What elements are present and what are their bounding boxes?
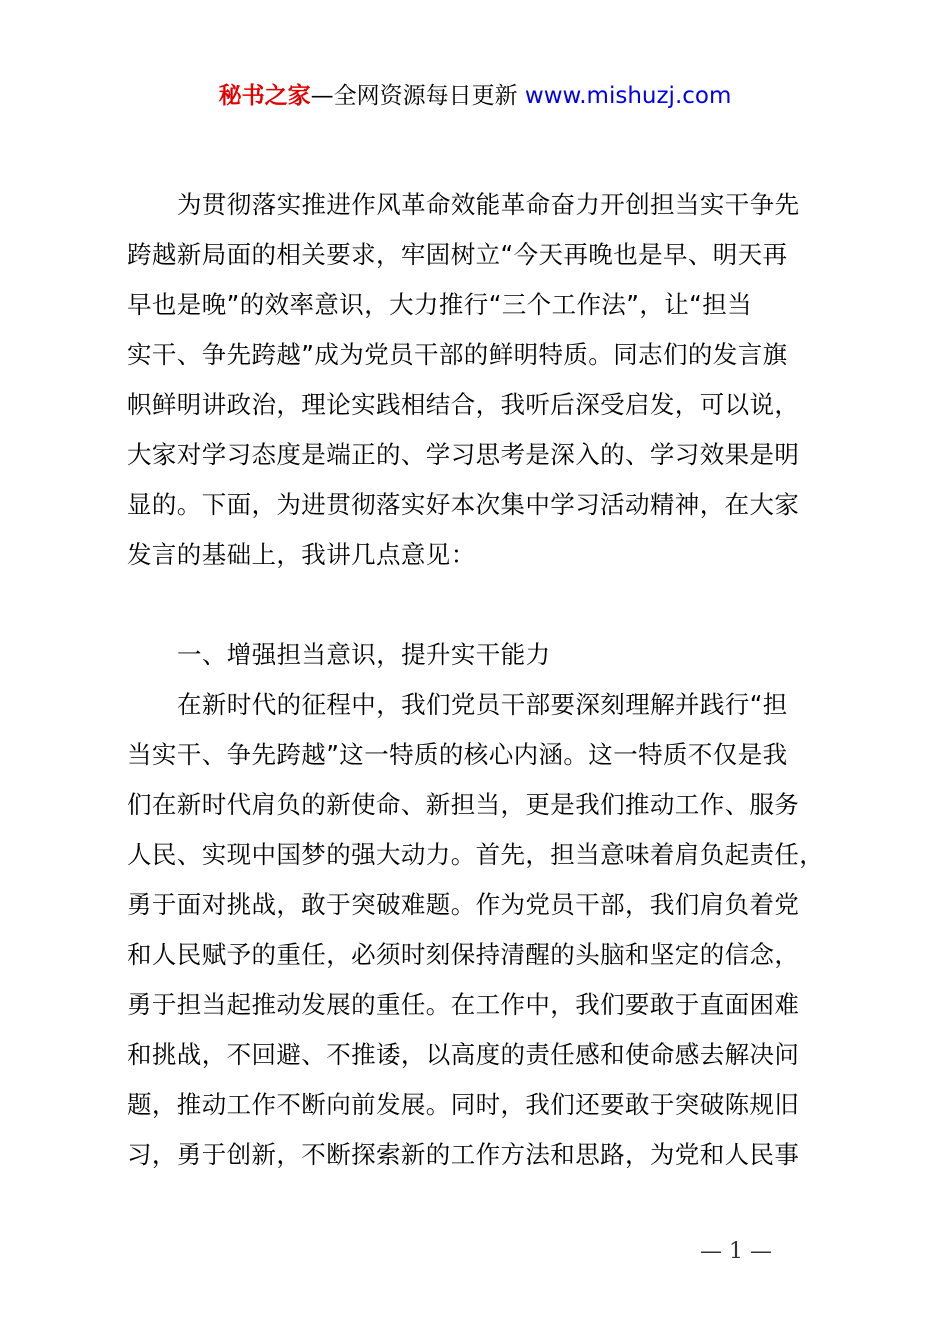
text-line: 显的。下面，为进贯彻落实好本次集中学习活动精神，在大家 [127,490,800,519]
paragraph-intro [127,180,832,580]
text-line: 习，勇于创新，不断探索新的工作方法和思路，为党和人民事 [127,1140,800,1169]
text-line: 发言的基础上，我讲几点意见： [127,540,476,569]
text-line: 题，推动工作不断向前发展。同时，我们还要敢于突破陈规旧 [127,1090,800,1119]
text-line: 当实干、争先跨越”这一特质的核心内涵。这一特质不仅是我 [127,740,788,769]
text-line: 早也是晚”的效率意识，大力推行“三个工作法”，让“担当 [127,290,753,319]
text-line: 和人民赋予的重任，必须时刻保持清醒的头脑和坚定的信念， [127,940,800,969]
text-line: 勇于担当起推动发展的重任。在工作中，我们要敢于直面困难 [127,990,800,1019]
text-line: 实干、争先跨越”成为党员干部的鲜明特质。同志们的发言旗 [127,340,788,369]
site-tagline: —全网资源每日更新 [310,83,525,109]
text-line: 跨越新局面的相关要求，牢固树立“今天再晚也是早、明天再 [127,240,788,269]
paragraph-section-one [127,680,832,1180]
page-number: — 1 — [700,1239,772,1264]
text-line: 帜鲜明讲政治，理论实践相结合，我听后深受启发，可以说， [127,390,800,419]
site-brand: 秘书之家 [218,83,311,109]
text-line: 勇于面对挑战，敢于突破难题。作为党员干部，我们肩负着党 [127,890,800,919]
text-line: 们在新时代肩负的新使命、新担当，更是我们推动工作、服务 [127,790,800,819]
text-line: 人民、实现中国梦的强大动力。首先，担当意味着肩负起责任， [127,840,825,869]
text-line: 大家对学习态度是端正的、学习思考是深入的、学习效果是明 [127,440,800,469]
site-header [0,78,950,114]
text-line: 在新时代的征程中，我们党员干部要深刻理解并践行“担 [177,690,788,719]
section-heading: 一、增强担当意识，提升实干能力 [177,640,551,669]
text-line: 和挑战，不回避、不推诿，以高度的责任感和使命感去解决问 [127,1040,800,1069]
site-url-link[interactable]: www.mishuzj.com [524,83,732,109]
text-line: 为贯彻落实推进作风革命效能革命奋力开创担当实干争先 [177,190,800,219]
